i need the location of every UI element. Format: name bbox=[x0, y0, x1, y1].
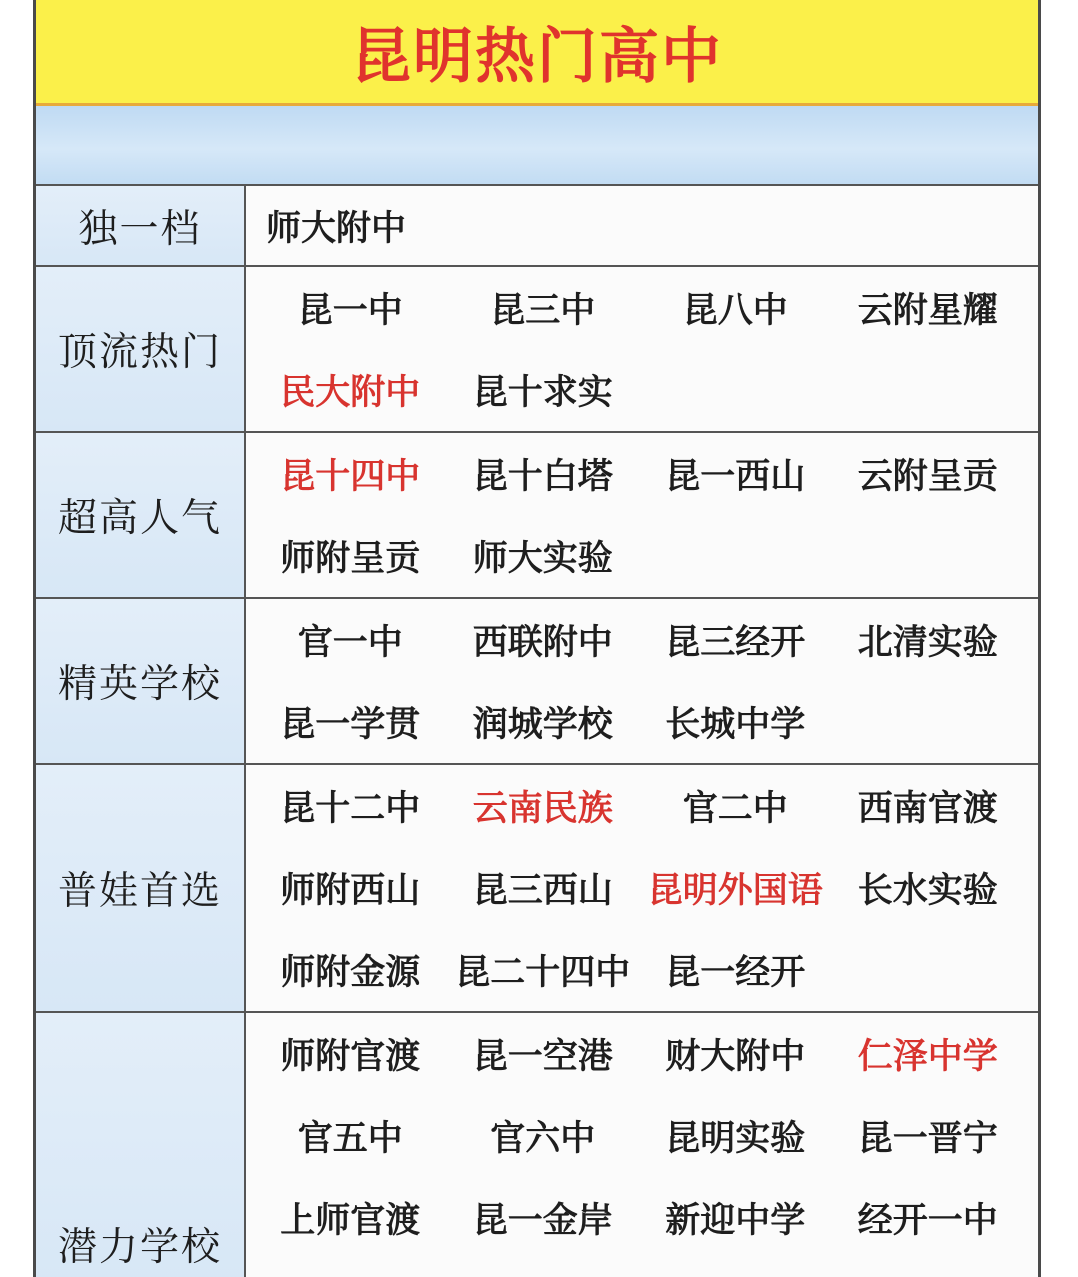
school-name: 昆三中 bbox=[490, 291, 596, 331]
school-grid bbox=[246, 186, 1038, 265]
school-name: 昆十四中 bbox=[280, 457, 421, 497]
tier-label: 独一档 bbox=[36, 186, 245, 266]
school-name: 云南民族 bbox=[472, 789, 613, 829]
tier-label: 超高人气 bbox=[36, 432, 245, 598]
tier-row bbox=[36, 1012, 1038, 1277]
school-name: 财大附中 bbox=[665, 1037, 806, 1077]
tier-label: 顶流热门 bbox=[36, 266, 245, 432]
school-name: 昆明实验 bbox=[665, 1119, 806, 1159]
school-name: 昆十二中 bbox=[280, 789, 421, 829]
school-name: 昆一空港 bbox=[472, 1037, 613, 1077]
school-name: 长城中学 bbox=[665, 705, 806, 745]
school-name: 昆二十四中 bbox=[455, 953, 631, 993]
school-name: 昆八中 bbox=[682, 291, 788, 331]
school-name: 长水实验 bbox=[857, 871, 998, 911]
tier-row bbox=[36, 598, 1038, 764]
school-name: 昆一学贯 bbox=[280, 705, 421, 745]
school-name: 昆三经开 bbox=[665, 623, 806, 663]
school-grid bbox=[246, 267, 1038, 431]
school-name: 昆一西山 bbox=[665, 457, 806, 497]
school-name: 昆十白塔 bbox=[472, 457, 613, 497]
school-name: 师大附中 bbox=[266, 208, 407, 249]
school-name: 西南官渡 bbox=[857, 789, 998, 829]
school-name: 北清实验 bbox=[857, 623, 998, 663]
school-name: 官一中 bbox=[297, 623, 403, 663]
tier-label: 普娃首选 bbox=[36, 764, 245, 1012]
tier-row bbox=[36, 764, 1038, 1012]
tier-row bbox=[36, 432, 1038, 598]
tier-label: 潜力学校 bbox=[36, 1012, 245, 1277]
tier-row bbox=[36, 186, 1038, 266]
school-name: 昆明外国语 bbox=[647, 871, 823, 911]
school-name: 师大实验 bbox=[472, 539, 613, 579]
school-name: 师附金源 bbox=[280, 953, 421, 993]
school-name: 昆三西山 bbox=[472, 871, 613, 911]
school-name: 仁泽中学 bbox=[857, 1037, 998, 1077]
school-name: 昆一经开 bbox=[665, 953, 806, 993]
school-name: 民大附中 bbox=[280, 373, 421, 413]
school-name: 官二中 bbox=[682, 789, 788, 829]
tier-row bbox=[36, 266, 1038, 432]
page-title: 昆明热门高中 bbox=[351, 21, 723, 92]
sky-decoration-band bbox=[36, 106, 1038, 186]
school-name: 昆一晋宁 bbox=[857, 1119, 998, 1159]
tier-label: 精英学校 bbox=[36, 598, 245, 764]
school-name: 师附呈贡 bbox=[280, 539, 421, 579]
school-name: 师附官渡 bbox=[280, 1037, 421, 1077]
school-name: 昆一金岸 bbox=[472, 1201, 613, 1241]
school-ranking-sheet bbox=[33, 0, 1041, 1277]
school-name: 云附星耀 bbox=[857, 291, 998, 331]
school-grid bbox=[246, 433, 1038, 597]
school-name: 润城学校 bbox=[472, 705, 613, 745]
school-name: 西联附中 bbox=[472, 623, 613, 663]
school-name: 上师官渡 bbox=[280, 1201, 421, 1241]
school-grid bbox=[246, 765, 1038, 1011]
title-banner bbox=[36, 0, 1038, 106]
school-grid bbox=[246, 1013, 1038, 1259]
school-grid bbox=[246, 599, 1038, 763]
school-name: 经开一中 bbox=[857, 1201, 998, 1241]
school-name: 官六中 bbox=[490, 1119, 596, 1159]
school-name: 云附呈贡 bbox=[857, 457, 998, 497]
school-name: 昆一中 bbox=[297, 291, 403, 331]
school-name: 新迎中学 bbox=[665, 1201, 806, 1241]
school-name: 师附西山 bbox=[280, 871, 421, 911]
school-name: 官五中 bbox=[297, 1119, 403, 1159]
tier-table bbox=[36, 186, 1038, 1277]
school-name: 昆十求实 bbox=[472, 373, 613, 413]
